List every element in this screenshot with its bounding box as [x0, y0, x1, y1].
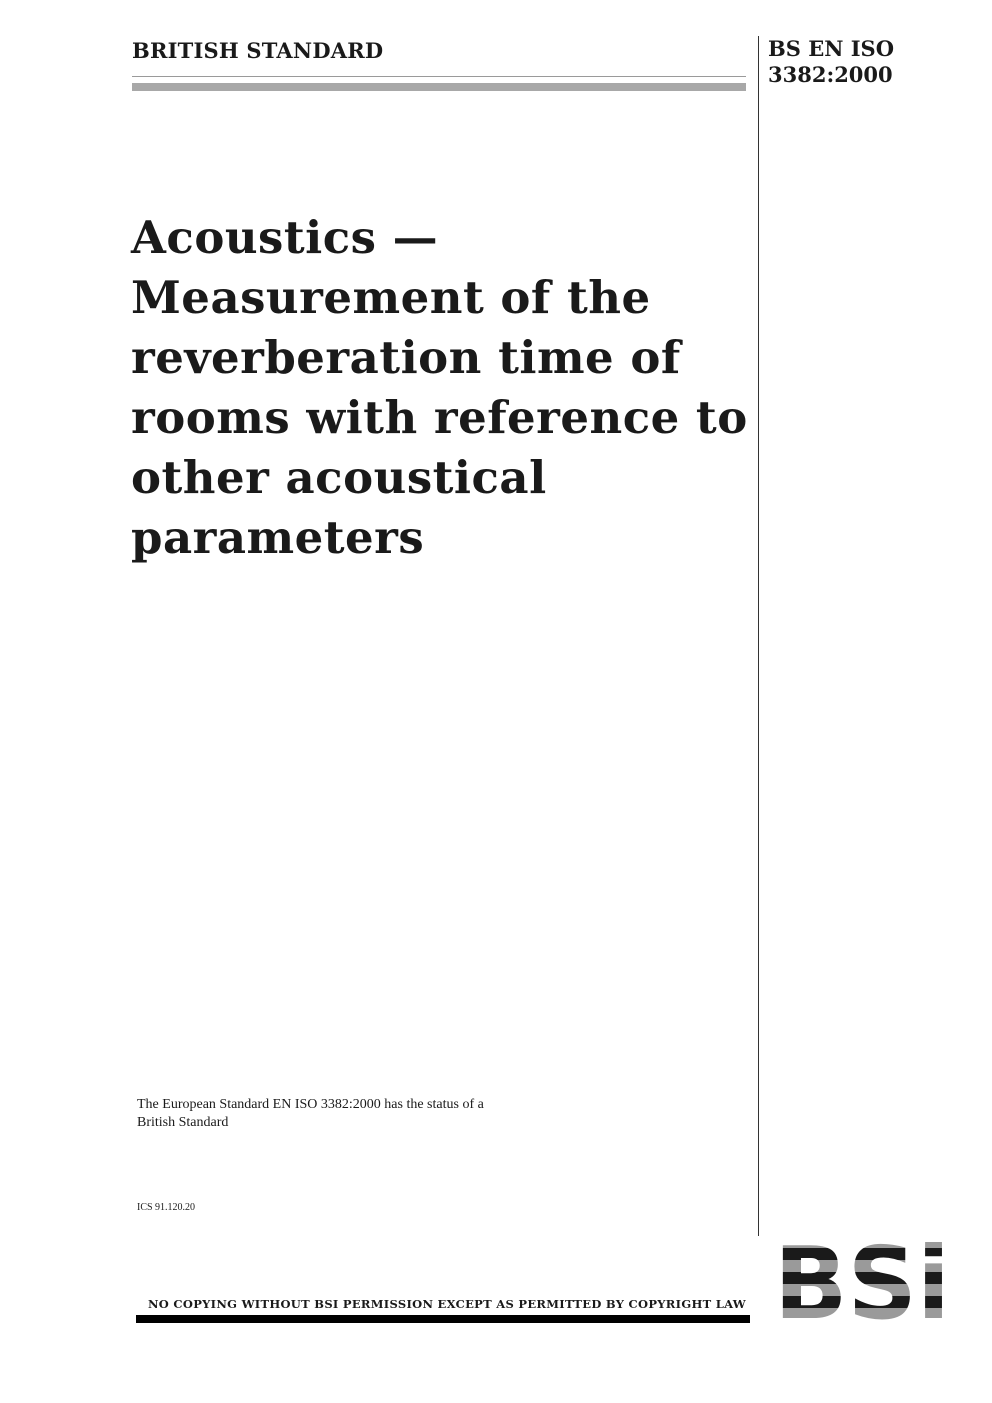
header-rule-thick: [132, 83, 746, 91]
header-rule-thin: [132, 76, 746, 77]
document-title: [131, 208, 746, 568]
title-line: other acoustical: [131, 451, 547, 504]
vertical-divider: [758, 36, 759, 1236]
status-note-line1: The European Standard EN ISO 3382:2000 has the status of a: [137, 1097, 484, 1112]
copyright-notice: NO COPYING WITHOUT BSI PERMISSION EXCEPT AS PERMITTED BY COPYRIGHT LAW: [148, 1297, 747, 1311]
title-line: Measurement of the: [131, 271, 651, 324]
title-line: rooms with reference to: [131, 391, 748, 444]
title-line: Acoustics —: [131, 211, 439, 264]
standard-number: [768, 36, 894, 88]
title-line: parameters: [131, 511, 425, 564]
bottom-rule: [136, 1315, 750, 1323]
standard-number-line2: 3382:2000: [768, 62, 893, 87]
bsi-logo-icon: [774, 1240, 950, 1322]
status-note: [137, 1096, 607, 1132]
document-type-label: BRITISH STANDARD: [132, 38, 384, 63]
status-note-line2: British Standard: [137, 1115, 229, 1130]
title-line: reverberation time of: [131, 331, 681, 384]
ics-code: ICS 91.120.20: [137, 1202, 196, 1213]
header-rule: [132, 76, 746, 91]
standard-number-line1: BS EN ISO: [768, 36, 895, 61]
